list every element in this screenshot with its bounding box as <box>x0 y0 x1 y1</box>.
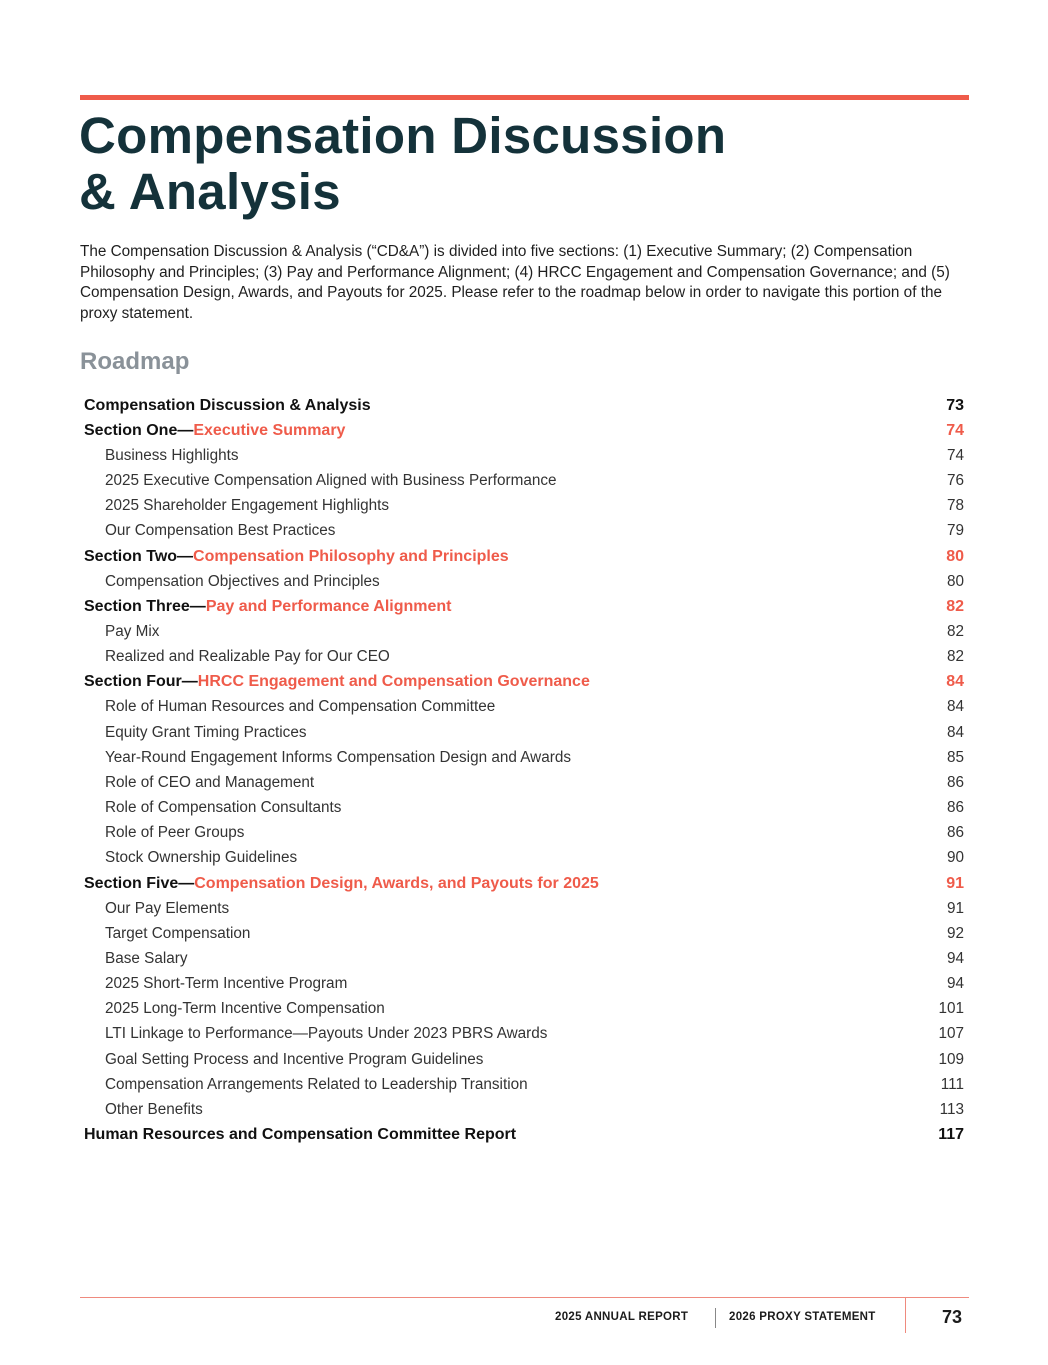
toc-label: Other Benefits <box>105 1100 203 1118</box>
toc-page-number: 92 <box>946 924 964 942</box>
toc-label: Year-Round Engagement Informs Compensation Design and Awards <box>105 748 571 766</box>
section-prefix: Section Four— <box>84 673 198 691</box>
page-number: 73 <box>942 1307 963 1327</box>
toc-subitem[interactable] <box>84 972 964 997</box>
toc-page-number: 117 <box>938 1126 964 1144</box>
section-prefix: Section Two— <box>84 547 194 565</box>
toc-subitem[interactable] <box>84 645 964 670</box>
roadmap-heading: Roadmap <box>80 348 190 375</box>
footer-annual-report: 2025 ANNUAL REPORT <box>555 1311 689 1323</box>
toc-main-item[interactable] <box>84 1123 964 1148</box>
toc-section[interactable] <box>84 418 964 443</box>
toc-page-number: 84 <box>946 673 964 691</box>
toc-section[interactable] <box>84 871 964 896</box>
toc-subitem[interactable] <box>84 1097 964 1122</box>
intro-paragraph: The Compensation Discussion & Analysis (“CD&A”) is divided into five sections: (1) Executive Summary; (2) Compensation Philosophy and Principles; (3) Pay and Performance Alignment; (4) HRCC Engagement and Compensation Governance; and (5) Compensation Design, Awards, and Payouts for 2025. Please refer to the roadmap below in order to navigate this portion of the proxy statement. <box>80 243 950 322</box>
toc-page-number: 111 <box>940 1075 964 1093</box>
toc-subitem[interactable] <box>84 946 964 971</box>
toc-label <box>84 673 590 691</box>
toc-label <box>84 422 345 440</box>
toc-label: Realized and Realizable Pay for Our CEO <box>105 648 390 666</box>
toc-section[interactable] <box>84 594 964 619</box>
toc-page-number: 73 <box>946 396 964 414</box>
section-title: Executive Summary <box>193 421 346 439</box>
toc-label: Our Compensation Best Practices <box>105 522 336 540</box>
toc-label: Business Highlights <box>105 446 239 464</box>
toc-subitem[interactable] <box>84 770 964 795</box>
section-prefix: Section One— <box>84 421 194 439</box>
toc-label: LTI Linkage to Performance—Payouts Under 2023 PBRS Awards <box>105 1025 548 1043</box>
toc-label: Role of Human Resources and Compensation Committee <box>105 698 496 716</box>
toc-subitem[interactable] <box>84 443 964 468</box>
toc-page-number: 101 <box>938 1000 964 1018</box>
toc-subitem[interactable] <box>84 1072 964 1097</box>
toc-page-number: 80 <box>946 547 964 565</box>
toc-label: Our Pay Elements <box>105 899 230 917</box>
toc-page-number: 79 <box>946 522 964 540</box>
toc-label: Human Resources and Compensation Committee Report <box>84 1126 517 1144</box>
toc-label: Role of Peer Groups <box>105 824 245 842</box>
toc-page-number: 94 <box>946 975 964 993</box>
toc-page-number: 82 <box>946 597 964 615</box>
toc-page-number: 76 <box>946 472 964 490</box>
title-line-2: & Analysis <box>79 163 341 220</box>
section-title: Pay and Performance Alignment <box>205 597 452 615</box>
section-title: Compensation Design, Awards, and Payouts for 2025 <box>194 874 599 892</box>
toc-page-number: 84 <box>946 723 964 741</box>
toc-subitem[interactable] <box>84 745 964 770</box>
toc-label <box>84 875 599 893</box>
toc-page-number: 74 <box>946 421 964 439</box>
toc-label: Goal Setting Process and Incentive Program Guidelines <box>105 1050 484 1068</box>
toc-subitem[interactable] <box>84 468 964 493</box>
toc-page-number: 85 <box>946 748 964 766</box>
toc-subitem[interactable] <box>84 846 964 871</box>
toc-page-number: 86 <box>946 799 964 817</box>
toc-label: Target Compensation <box>105 924 251 942</box>
section-title: HRCC Engagement and Compensation Governance <box>197 673 590 691</box>
toc-subitem[interactable] <box>84 821 964 846</box>
toc-subitem[interactable] <box>84 494 964 519</box>
toc-subitem[interactable] <box>84 569 964 594</box>
top-accent-rule <box>80 95 969 100</box>
roadmap-table-of-contents <box>84 393 964 1148</box>
toc-label: Compensation Arrangements Related to Leadership Transition <box>105 1075 528 1093</box>
toc-subitem[interactable] <box>84 997 964 1022</box>
toc-subitem[interactable] <box>84 921 964 946</box>
toc-label: 2025 Short-Term Incentive Program <box>105 975 348 993</box>
footer-proxy-statement: 2026 PROXY STATEMENT <box>729 1311 876 1323</box>
toc-label: Equity Grant Timing Practices <box>105 723 307 741</box>
toc-page-number: 74 <box>946 446 964 464</box>
title-line-1: Compensation Discussion <box>79 107 727 164</box>
toc-label: Stock Ownership Guidelines <box>105 849 298 867</box>
toc-label: Role of Compensation Consultants <box>105 799 342 817</box>
toc-page-number: 78 <box>946 497 964 515</box>
section-prefix: Section Five— <box>84 874 195 892</box>
toc-label: Pay Mix <box>105 622 160 640</box>
toc-label <box>84 548 509 566</box>
toc-page-number: 84 <box>946 698 964 716</box>
section-title: Compensation Philosophy and Principles <box>193 547 509 565</box>
toc-page-number: 113 <box>939 1100 964 1118</box>
footer-divider <box>715 1308 716 1328</box>
toc-section[interactable] <box>84 670 964 695</box>
toc-page-number: 82 <box>946 622 964 640</box>
toc-page-number: 86 <box>946 773 964 791</box>
toc-subitem[interactable] <box>84 1047 964 1072</box>
toc-label: Compensation Discussion & Analysis <box>84 396 371 414</box>
toc-subitem[interactable] <box>84 695 964 720</box>
toc-page-number: 91 <box>946 874 964 892</box>
toc-page-number: 80 <box>946 572 964 590</box>
section-prefix: Section Three— <box>84 597 206 615</box>
toc-subitem[interactable] <box>84 1022 964 1047</box>
toc-label: 2025 Executive Compensation Aligned with Business Performance <box>105 472 557 490</box>
toc-page-number: 90 <box>946 849 964 867</box>
toc-page-number: 91 <box>946 899 964 917</box>
toc-subitem[interactable] <box>84 896 964 921</box>
toc-page-number: 94 <box>946 950 964 968</box>
toc-page-number: 107 <box>938 1025 964 1043</box>
toc-page-number: 86 <box>946 824 964 842</box>
toc-subitem[interactable] <box>84 796 964 821</box>
toc-label: Base Salary <box>105 950 188 968</box>
toc-label <box>84 598 452 616</box>
toc-label: 2025 Shareholder Engagement Highlights <box>105 497 390 515</box>
toc-label: Compensation Objectives and Principles <box>105 572 380 590</box>
toc-main-item[interactable] <box>84 393 964 418</box>
footer-page-divider <box>905 1297 906 1333</box>
toc-subitem[interactable] <box>84 519 964 544</box>
toc-section[interactable] <box>84 544 964 569</box>
toc-subitem[interactable] <box>84 619 964 644</box>
footer-rule <box>80 1297 969 1298</box>
toc-page-number: 109 <box>938 1050 964 1068</box>
page-title <box>79 108 726 220</box>
toc-subitem[interactable] <box>84 720 964 745</box>
toc-label: Role of CEO and Management <box>105 773 315 791</box>
toc-page-number: 82 <box>946 648 964 666</box>
toc-label: 2025 Long-Term Incentive Compensation <box>105 1000 385 1018</box>
